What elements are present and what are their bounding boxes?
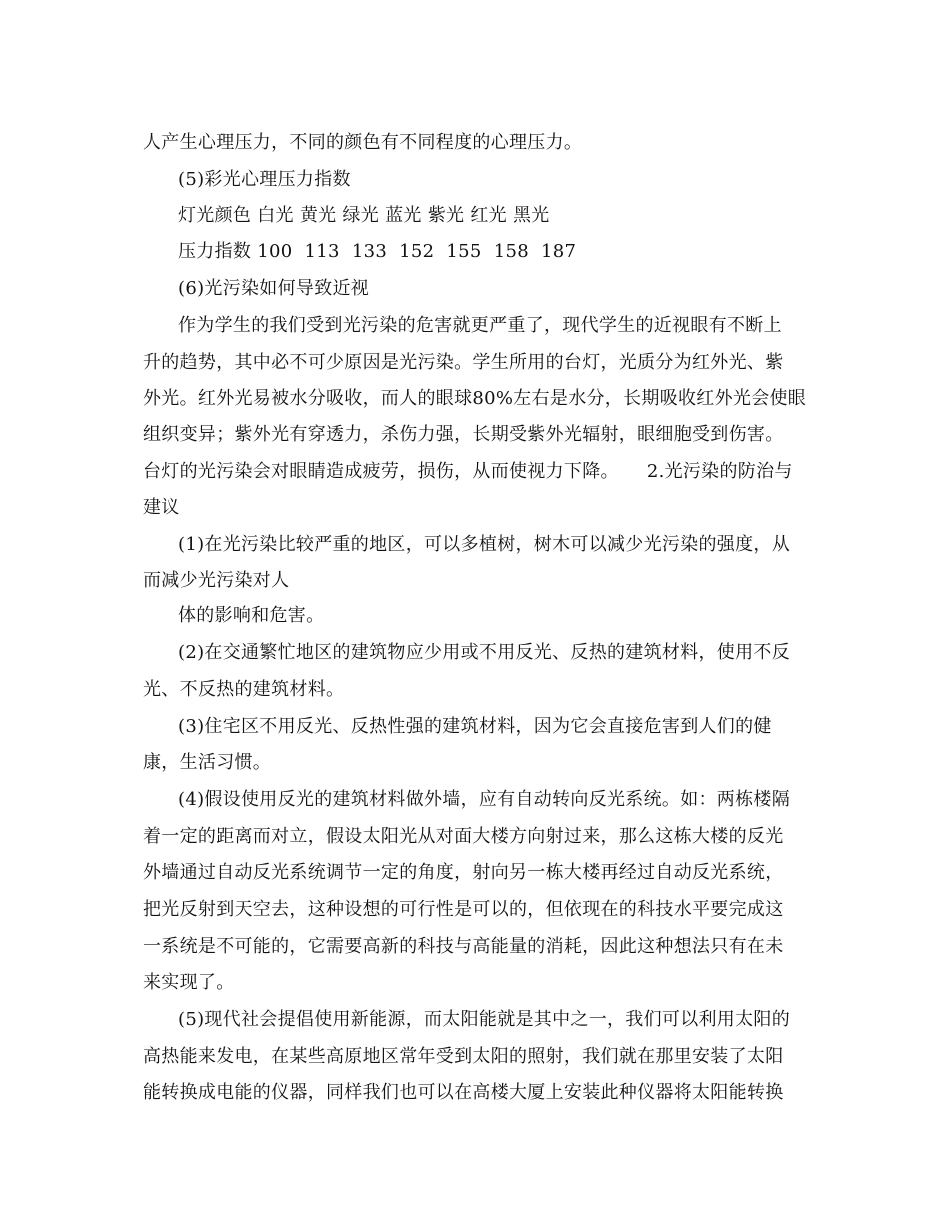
- text-line: 来实现了。: [143, 972, 235, 993]
- text-line: 把光反射到天空去，这种设想的可行性是可以的，但依现在的科技水平要完成这: [143, 899, 784, 920]
- text-line: 外墙通过自动反光系统调节一定的角度，射向另一栋大楼再经过自动反光系统，: [143, 862, 784, 883]
- heading-myopia: (6)光污染如何导致近视: [178, 278, 370, 299]
- table-row-pressure-values: 压力指数 100 113 133 152 155 158 187: [178, 241, 577, 262]
- section-heading-prevention: 2.光污染的防治与: [646, 461, 793, 482]
- text-line: 外光。红外光易被水分吸收，而人的眼球80%左右是水分，长期吸收红外光会使眼: [143, 388, 807, 409]
- text-line: 人产生心理压力，不同的颜色有不同程度的心理压力。: [143, 132, 583, 153]
- text-line: 光、不反热的建筑材料。: [143, 679, 345, 700]
- text-line: 体的影响和危害。: [178, 605, 325, 626]
- text-line: (3)住宅区不用反光、反热性强的建筑材料，因为它会直接危害到人们的健: [178, 716, 772, 737]
- text-fragment: 台灯的光污染会对眼睛造成疲劳，损伤，从而使视力下降。: [143, 461, 619, 482]
- text-line: (1)在光污染比较严重的地区，可以多植树，树木可以减少光污染的强度，从: [178, 534, 790, 555]
- text-line: (4)假设使用反光的建筑材料做外墙，应有自动转向反光系统。如：两栋楼隔: [178, 789, 790, 810]
- text-line: (2)在交通繁忙地区的建筑物应少用或不用反光、反热的建筑材料，使用不反: [178, 642, 790, 663]
- text-line: 作为学生的我们受到光污染的危害就更严重了，现代学生的近视眼有不断上: [178, 315, 782, 336]
- text-line: (5)现代社会提倡使用新能源，而太阳能就是其中之一，我们可以利用太阳的: [178, 1009, 790, 1030]
- heading-color-pressure-index: (5)彩光心理压力指数: [178, 169, 351, 190]
- text-line: 康，生活习惯。: [143, 752, 272, 773]
- table-row-light-colors: 灯光颜色 白光 黄光 绿光 蓝光 紫光 红光 黑光: [178, 205, 550, 226]
- text-line: 而减少光污染对人: [143, 570, 290, 591]
- text-line: 一系统是不可能的，它需要高新的科技与高能量的消耗，因此这种想法只有在未: [143, 936, 784, 957]
- text-line: 高热能来发电，在某些高原地区常年受到太阳的照射，我们就在那里安装了太阳: [143, 1046, 784, 1067]
- text-line: 组织变异；紫外光有穿透力，杀伤力强，长期受紫外光辐射，眼细胞受到伤害。: [143, 424, 784, 445]
- text-line: 升的趋势，其中必不可少原因是光污染。学生所用的台灯，光质分为红外光、紫: [143, 352, 784, 373]
- section-heading-continuation: 建议: [143, 497, 180, 518]
- text-line-with-heading: [143, 460, 793, 484]
- text-line: 着一定的距离而对立，假设太阳光从对面大楼方向射过来，那么这栋大楼的反光: [143, 826, 784, 847]
- text-line: 能转换成电能的仪器，同样我们也可以在高楼大厦上安装此种仪器将太阳能转换: [143, 1082, 784, 1103]
